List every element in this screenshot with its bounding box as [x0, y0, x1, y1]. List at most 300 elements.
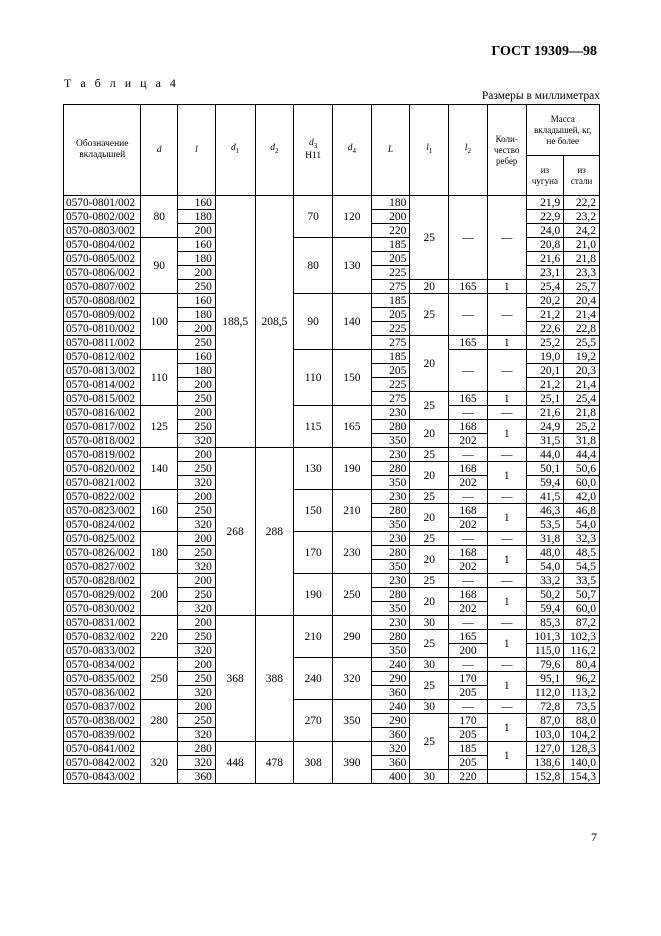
cell-mass-iron: 59,4 [526, 476, 564, 490]
cell-mass-steel: 102,3 [564, 630, 600, 644]
units-note: Размеры в миллиметрах [481, 90, 600, 102]
cell-designation: 0570-0831/002 [64, 616, 141, 630]
cell-l1: 25 [410, 574, 449, 588]
cell-l1: 25 [410, 196, 449, 280]
cell-designation: 0570-0827/002 [64, 560, 141, 574]
cell-designation: 0570-0843/002 [64, 770, 141, 784]
cell-l2: 165 [449, 392, 488, 406]
cell-l: 320 [178, 434, 216, 448]
table-row [64, 196, 600, 210]
cell-l: 250 [178, 672, 216, 686]
cell-d4: 350 [332, 700, 371, 742]
cell-mass-steel: 23,3 [564, 266, 600, 280]
cell-l2: 202 [449, 518, 488, 532]
cell-mass-iron: 59,4 [526, 602, 564, 616]
cell-L: 275 [371, 392, 410, 406]
cell-L: 275 [371, 336, 410, 350]
cell-mass-steel: 22,2 [564, 196, 600, 210]
cell-ribs: 1 [487, 336, 526, 350]
table-row [64, 616, 600, 630]
cell-mass-steel: 48,5 [564, 546, 600, 560]
cell-l1: 25 [410, 630, 449, 658]
cell-l1: 30 [410, 658, 449, 672]
cell-L: 230 [371, 406, 410, 420]
cell-ribs: — [487, 196, 526, 280]
cell-designation: 0570-0832/002 [64, 630, 141, 644]
cell-mass-steel: 80,4 [564, 658, 600, 672]
cell-designation: 0570-0817/002 [64, 420, 141, 434]
cell-mass-iron: 50,1 [526, 462, 564, 476]
cell-L: 205 [371, 364, 410, 378]
cell-mass-steel: 23,2 [564, 210, 600, 224]
col-d4: $d_4$ [332, 105, 371, 196]
cell-designation: 0570-0838/002 [64, 714, 141, 728]
cell-mass-iron: 21,2 [526, 308, 564, 322]
cell-d3: 130 [294, 448, 333, 490]
cell-L: 180 [371, 196, 410, 210]
cell-d3: 240 [294, 658, 333, 700]
cell-designation: 0570-0810/002 [64, 322, 141, 336]
cell-mass-steel: 60,0 [564, 476, 600, 490]
cell-l: 320 [178, 728, 216, 742]
table-row [64, 294, 600, 308]
cell-d4: 320 [332, 658, 371, 700]
cell-mass-iron: 101,3 [526, 630, 564, 644]
cell-designation: 0570-0841/002 [64, 742, 141, 756]
cell-l1: 25 [410, 448, 449, 462]
cell-designation: 0570-0822/002 [64, 490, 141, 504]
cell-l2: 170 [449, 672, 488, 686]
cell-l2: — [449, 616, 488, 630]
cell-d4: 210 [332, 490, 371, 532]
table-row [64, 448, 600, 462]
cell-designation: 0570-0820/002 [64, 462, 141, 476]
cell-L: 240 [371, 700, 410, 714]
cell-l: 320 [178, 476, 216, 490]
cell-l: 250 [178, 588, 216, 602]
cell-l: 320 [178, 560, 216, 574]
cell-l2: 168 [449, 462, 488, 476]
cell-mass-steel: 31,8 [564, 434, 600, 448]
cell-d4: 290 [332, 616, 371, 658]
cell-designation: 0570-0826/002 [64, 546, 141, 560]
cell-l: 250 [178, 546, 216, 560]
table-row [64, 574, 600, 588]
cell-designation: 0570-0805/002 [64, 252, 141, 266]
cell-mass-steel: 87,2 [564, 616, 600, 630]
cell-mass-steel: 33,5 [564, 574, 600, 588]
cell-mass-iron: 87,0 [526, 714, 564, 728]
table-row [64, 532, 600, 546]
cell-l2: 165 [449, 336, 488, 350]
cell-designation: 0570-0835/002 [64, 672, 141, 686]
table-row [64, 350, 600, 364]
cell-L: 225 [371, 266, 410, 280]
cell-d: 280 [141, 700, 178, 742]
cell-mass-iron: 50,2 [526, 588, 564, 602]
cell-d3: 115 [294, 406, 333, 448]
cell-mass-steel: 21,8 [564, 406, 600, 420]
cell-d4: 165 [332, 406, 371, 448]
cell-l1: 20 [410, 546, 449, 574]
table-row [64, 406, 600, 420]
cell-L: 350 [371, 560, 410, 574]
cell-l: 160 [178, 294, 216, 308]
cell-mass-iron: 72,8 [526, 700, 564, 714]
cell-mass-steel: 32,3 [564, 532, 600, 546]
cell-l: 320 [178, 602, 216, 616]
cell-ribs: — [487, 490, 526, 504]
cell-d: 80 [141, 196, 178, 238]
cell-mass-steel: 50,6 [564, 462, 600, 476]
cell-mass-steel: 116,2 [564, 644, 600, 658]
cell-l2: — [449, 490, 488, 504]
cell-designation: 0570-0806/002 [64, 266, 141, 280]
col-designation: Обозначение вкладышей [64, 105, 141, 196]
cell-mass-iron: 24,9 [526, 420, 564, 434]
cell-l1: 20 [410, 588, 449, 616]
col-mass: Масса вкладышей, кг, не более [526, 105, 599, 156]
cell-designation: 0570-0821/002 [64, 476, 141, 490]
cell-mass-steel: 42,0 [564, 490, 600, 504]
cell-designation: 0570-0834/002 [64, 658, 141, 672]
cell-d: 125 [141, 406, 178, 448]
cell-l: 200 [178, 616, 216, 630]
cell-L: 230 [371, 532, 410, 546]
cell-mass-steel: 50,7 [564, 588, 600, 602]
cell-ribs: — [487, 658, 526, 672]
cell-mass-steel: 60,0 [564, 602, 600, 616]
table-body [64, 196, 600, 784]
cell-l1: 25 [410, 490, 449, 504]
cell-mass-steel: 25,5 [564, 336, 600, 350]
cell-ribs: 1 [487, 504, 526, 532]
cell-l: 250 [178, 462, 216, 476]
cell-d: 320 [141, 742, 178, 784]
cell-L: 350 [371, 434, 410, 448]
cell-mass-iron: 48,0 [526, 546, 564, 560]
cell-l: 200 [178, 448, 216, 462]
col-l: l [178, 105, 216, 196]
cell-mass-iron: 31,8 [526, 532, 564, 546]
cell-L: 350 [371, 518, 410, 532]
cell-L: 240 [371, 658, 410, 672]
cell-d4: 150 [332, 350, 371, 406]
cell-l: 180 [178, 308, 216, 322]
cell-designation: 0570-0809/002 [64, 308, 141, 322]
cell-ribs: 1 [487, 420, 526, 448]
cell-l: 250 [178, 714, 216, 728]
cell-mass-iron: 20,1 [526, 364, 564, 378]
cell-mass-iron: 41,5 [526, 490, 564, 504]
cell-l1: 30 [410, 700, 449, 714]
cell-mass-steel: 19,2 [564, 350, 600, 364]
cell-l2: — [449, 448, 488, 462]
cell-L: 225 [371, 322, 410, 336]
cell-mass-iron: 22,6 [526, 322, 564, 336]
cell-mass-steel: 73,5 [564, 700, 600, 714]
cell-l2: — [449, 658, 488, 672]
cell-d4: 140 [332, 294, 371, 350]
cell-designation: 0570-0814/002 [64, 378, 141, 392]
cell-l: 180 [178, 364, 216, 378]
standard-designation: ГОСТ 19309—98 [491, 44, 597, 59]
cell-designation: 0570-0837/002 [64, 700, 141, 714]
cell-l2: — [449, 574, 488, 588]
cell-d3: 80 [294, 238, 333, 294]
col-ribs: Коли-чество ребер [487, 105, 526, 196]
cell-designation: 0570-0839/002 [64, 728, 141, 742]
cell-l2: — [449, 294, 488, 336]
cell-mass-iron: 33,2 [526, 574, 564, 588]
cell-ribs: 1 [487, 672, 526, 700]
cell-l1: 30 [410, 770, 449, 784]
cell-mass-steel: 25,2 [564, 420, 600, 434]
cell-mass-steel: 24,2 [564, 224, 600, 238]
cell-l: 250 [178, 392, 216, 406]
cell-d4: 390 [332, 742, 371, 784]
cell-mass-iron: 138,6 [526, 756, 564, 770]
cell-L: 350 [371, 476, 410, 490]
cell-mass-iron: 22,9 [526, 210, 564, 224]
cell-designation: 0570-0833/002 [64, 644, 141, 658]
cell-mass-iron: 127,0 [526, 742, 564, 756]
cell-l: 280 [178, 742, 216, 756]
cell-mass-iron: 53,5 [526, 518, 564, 532]
cell-d: 100 [141, 294, 178, 350]
cell-designation: 0570-0830/002 [64, 602, 141, 616]
cell-designation: 0570-0808/002 [64, 294, 141, 308]
cell-l2: 202 [449, 560, 488, 574]
cell-mass-steel: 88,0 [564, 714, 600, 728]
cell-mass-steel: 21,0 [564, 238, 600, 252]
cell-mass-steel: 21,4 [564, 378, 600, 392]
cell-d3: 308 [294, 742, 333, 784]
cell-mass-iron: 103,0 [526, 728, 564, 742]
col-l1: $l_1$ [410, 105, 449, 196]
cell-mass-iron: 31,5 [526, 434, 564, 448]
cell-mass-steel: 20,4 [564, 294, 600, 308]
col-d: d [141, 105, 178, 196]
cell-designation: 0570-0823/002 [64, 504, 141, 518]
cell-ribs: — [487, 448, 526, 462]
cell-ribs [487, 770, 526, 784]
cell-designation: 0570-0815/002 [64, 392, 141, 406]
cell-d1: 368 [215, 616, 255, 742]
cell-L: 220 [371, 224, 410, 238]
cell-mass-steel: 96,2 [564, 672, 600, 686]
cell-l: 200 [178, 266, 216, 280]
cell-L: 280 [371, 546, 410, 560]
cell-d: 180 [141, 532, 178, 574]
table-row [64, 742, 600, 756]
cell-mass-steel: 128,3 [564, 742, 600, 756]
cell-l2: 205 [449, 728, 488, 742]
cell-L: 185 [371, 238, 410, 252]
cell-l: 320 [178, 644, 216, 658]
cell-l2: 202 [449, 434, 488, 448]
cell-l2: 205 [449, 756, 488, 770]
cell-l: 180 [178, 252, 216, 266]
cell-d3: 90 [294, 294, 333, 350]
cell-mass-steel: 140,0 [564, 756, 600, 770]
cell-mass-iron: 25,1 [526, 392, 564, 406]
cell-l: 160 [178, 238, 216, 252]
cell-d: 250 [141, 658, 178, 700]
cell-ribs: 1 [487, 742, 526, 770]
cell-l1: 20 [410, 280, 449, 294]
cell-l: 160 [178, 350, 216, 364]
cell-l2: 168 [449, 420, 488, 434]
cell-l1: 25 [410, 294, 449, 336]
cell-mass-steel: 22,8 [564, 322, 600, 336]
cell-l2: 168 [449, 546, 488, 560]
cell-designation: 0570-0801/002 [64, 196, 141, 210]
cell-mass-steel: 54,0 [564, 518, 600, 532]
cell-L: 320 [371, 742, 410, 756]
cell-d: 140 [141, 448, 178, 490]
cell-mass-iron: 54,0 [526, 560, 564, 574]
cell-l2: 168 [449, 504, 488, 518]
cell-l: 250 [178, 630, 216, 644]
cell-L: 230 [371, 490, 410, 504]
cell-ribs: — [487, 616, 526, 630]
cell-d3: 270 [294, 700, 333, 742]
cell-mass-iron: 19,0 [526, 350, 564, 364]
cell-d1: 188,5 [215, 196, 255, 448]
liners-table [63, 104, 600, 784]
cell-mass-iron: 24,0 [526, 224, 564, 238]
col-mass-iron: из чугуна [526, 156, 564, 196]
cell-mass-iron: 46,3 [526, 504, 564, 518]
cell-L: 200 [371, 210, 410, 224]
cell-mass-steel: 25,7 [564, 280, 600, 294]
cell-l2: 165 [449, 280, 488, 294]
cell-l: 320 [178, 686, 216, 700]
cell-l2: 220 [449, 770, 488, 784]
cell-l2: 168 [449, 588, 488, 602]
cell-mass-iron: 115,0 [526, 644, 564, 658]
cell-mass-steel: 154,3 [564, 770, 600, 784]
cell-d3: 150 [294, 490, 333, 532]
cell-L: 230 [371, 574, 410, 588]
cell-ribs: 1 [487, 630, 526, 658]
cell-l1: 25 [410, 672, 449, 700]
cell-d4: 120 [332, 196, 371, 238]
cell-l: 200 [178, 490, 216, 504]
col-d3: $d_3$ H11 [294, 105, 333, 196]
cell-ribs: — [487, 350, 526, 392]
cell-mass-iron: 95,1 [526, 672, 564, 686]
cell-d: 200 [141, 574, 178, 616]
cell-mass-iron: 21,6 [526, 406, 564, 420]
cell-L: 400 [371, 770, 410, 784]
cell-l: 200 [178, 322, 216, 336]
cell-l2: 202 [449, 602, 488, 616]
cell-l2: — [449, 700, 488, 714]
cell-mass-steel: 104,2 [564, 728, 600, 742]
cell-L: 205 [371, 308, 410, 322]
cell-L: 280 [371, 462, 410, 476]
cell-d2: 208,5 [255, 196, 294, 448]
cell-mass-steel: 25,4 [564, 392, 600, 406]
table-row [64, 700, 600, 714]
cell-l1: 30 [410, 616, 449, 630]
cell-d2: 478 [255, 742, 294, 784]
cell-l: 200 [178, 406, 216, 420]
page-number: 7 [591, 830, 597, 844]
cell-L: 185 [371, 294, 410, 308]
cell-mass-steel: 20,3 [564, 364, 600, 378]
cell-mass-iron: 79,6 [526, 658, 564, 672]
cell-mass-steel: 54,5 [564, 560, 600, 574]
cell-d: 110 [141, 350, 178, 406]
cell-designation: 0570-0804/002 [64, 238, 141, 252]
cell-d: 220 [141, 616, 178, 658]
col-d1: $d_1$ [215, 105, 255, 196]
cell-ribs: 1 [487, 280, 526, 294]
cell-d3: 70 [294, 196, 333, 238]
cell-l1: 20 [410, 420, 449, 448]
cell-L: 350 [371, 644, 410, 658]
cell-mass-steel: 21,4 [564, 308, 600, 322]
cell-designation: 0570-0829/002 [64, 588, 141, 602]
cell-mass-steel: 46,8 [564, 504, 600, 518]
cell-L: 230 [371, 448, 410, 462]
cell-ribs: 1 [487, 588, 526, 616]
cell-l: 250 [178, 336, 216, 350]
col-l2: $l_2$ [449, 105, 488, 196]
cell-L: 205 [371, 252, 410, 266]
cell-l1: 25 [410, 392, 449, 420]
cell-designation: 0570-0818/002 [64, 434, 141, 448]
cell-l: 200 [178, 700, 216, 714]
cell-d3: 210 [294, 616, 333, 658]
cell-l2: — [449, 532, 488, 546]
cell-l2: 170 [449, 714, 488, 728]
cell-l2: — [449, 406, 488, 420]
cell-l: 360 [178, 770, 216, 784]
cell-ribs: 1 [487, 462, 526, 490]
cell-ribs: — [487, 574, 526, 588]
cell-d4: 230 [332, 532, 371, 574]
cell-l: 250 [178, 420, 216, 434]
cell-designation: 0570-0802/002 [64, 210, 141, 224]
cell-mass-iron: 23,1 [526, 266, 564, 280]
cell-d3: 170 [294, 532, 333, 574]
cell-l2: — [449, 196, 488, 280]
cell-ribs: 1 [487, 546, 526, 574]
table-title: Т а б л и ц а 4 [64, 76, 179, 90]
cell-d4: 190 [332, 448, 371, 490]
cell-mass-iron: 44,0 [526, 448, 564, 462]
cell-mass-iron: 25,2 [526, 336, 564, 350]
cell-mass-iron: 20,8 [526, 238, 564, 252]
cell-mass-iron: 152,8 [526, 770, 564, 784]
cell-mass-iron: 20,2 [526, 294, 564, 308]
cell-mass-steel: 21,8 [564, 252, 600, 266]
cell-l1: 20 [410, 462, 449, 490]
cell-d1: 268 [215, 448, 255, 616]
cell-L: 290 [371, 672, 410, 686]
table-row [64, 490, 600, 504]
cell-l2: 205 [449, 686, 488, 700]
cell-designation: 0570-0828/002 [64, 574, 141, 588]
cell-l: 200 [178, 658, 216, 672]
cell-ribs: 1 [487, 714, 526, 742]
cell-l1: 20 [410, 336, 449, 392]
cell-d2: 288 [255, 448, 294, 616]
